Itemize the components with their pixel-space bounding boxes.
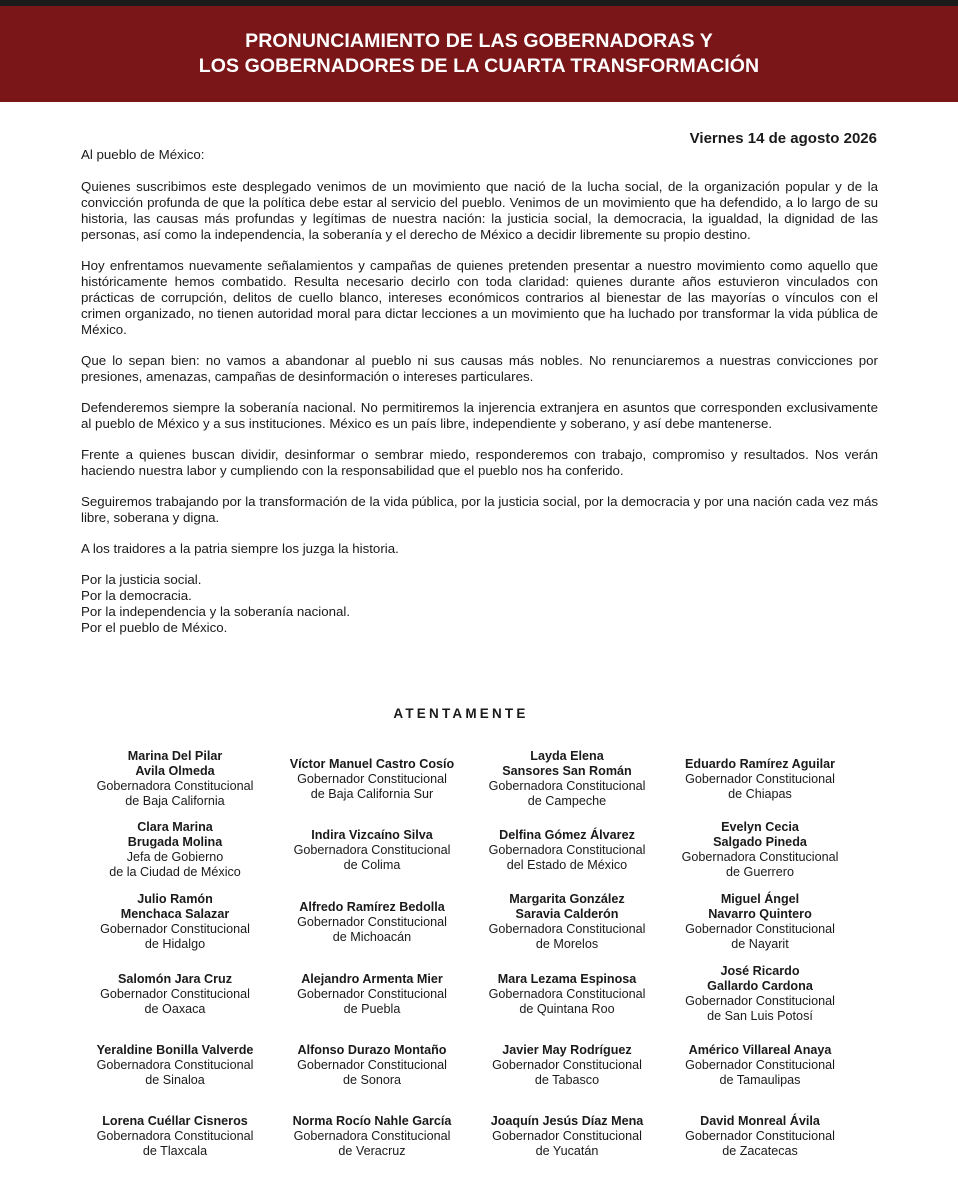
signature-block: [274, 1030, 470, 1101]
signer-state: de Tabasco: [534, 1073, 600, 1087]
signer-role: Gobernador Constitucional: [685, 994, 835, 1008]
signer-name: Joaquín Jesús Díaz Mena: [490, 1113, 644, 1128]
signature-block: [274, 886, 470, 958]
paragraph: Defenderemos siempre la soberanía nacional. No permitiremos la injerencia extranjera en asuntos que corresponden exclusivamente al pueblo de México y a sus instituciones. México es un país libre, independiente y soberano, y así debe mantenerse.: [81, 400, 878, 431]
signer-name: Yeraldine Bonilla Valverde: [96, 1043, 254, 1057]
signer-state: de Colima: [343, 857, 401, 872]
signer-state: de Michoacán: [332, 929, 412, 944]
signer-name: Indira Vizcaíno Silva: [311, 827, 433, 842]
signature-block: [76, 814, 274, 886]
signer-name: Víctor Manuel Castro Cosío: [289, 756, 455, 771]
signer-state: de Tamaulipas: [719, 1073, 801, 1087]
title-line-2: LOS GOBERNADORES DE LA CUARTA TRANSFORMACIÓN: [198, 55, 760, 77]
signer-role: Gobernadora Constitucional: [488, 986, 646, 1001]
signer-role: Gobernadora Constitucional: [488, 842, 646, 857]
document-date: Viernes 14 de agosto 2026: [689, 130, 877, 147]
signer-role: Gobernadora Constitucional: [96, 779, 254, 793]
signature-block: [664, 814, 856, 886]
signature-block: [76, 1030, 274, 1101]
signer-name: Menchaca Salazar: [120, 907, 230, 921]
signer-role: Gobernadora Constitucional: [488, 779, 646, 793]
signer-state: de la Ciudad de México: [109, 865, 241, 879]
signer-name: Brugada Molina: [127, 835, 223, 849]
signer-state: de Tlaxcala: [142, 1143, 208, 1158]
signer-state: de Nayarit: [731, 937, 789, 951]
signature-block: [470, 814, 664, 886]
signer-role: Gobernador Constitucional: [685, 771, 835, 786]
signer-name: Miguel Ángel: [720, 892, 800, 906]
atentamente-heading: ATENTAMENTE: [393, 706, 529, 721]
signer-name: Clara Marina: [137, 820, 213, 834]
signer-name: Navarro Quintero: [708, 907, 812, 921]
closing-lines: [81, 572, 878, 636]
signature-block: [664, 886, 856, 958]
signature-block: [274, 814, 470, 886]
signer-name: Sansores San Román: [502, 764, 632, 778]
signature-block: [274, 744, 470, 814]
signer-state: de Puebla: [343, 1001, 401, 1016]
signer-state: de Quintana Roo: [519, 1001, 615, 1016]
signer-role: Gobernadora Constitucional: [681, 850, 839, 864]
signer-role: Gobernadora Constitucional: [96, 1128, 254, 1143]
signer-name: David Monreal Ávila: [700, 1113, 820, 1128]
closing-line: Por la justicia social.: [81, 572, 202, 587]
signer-role: Gobernador Constitucional: [297, 1058, 447, 1072]
closing-line: Por el pueblo de México.: [81, 620, 228, 635]
paragraph: Que lo sepan bien: no vamos a abandonar al pueblo ni sus causas más nobles. No renunciaremos a nuestras convicciones por presiones, amenazas, campañas de desinformación o intereses particulares.: [81, 353, 878, 384]
signer-name: José Ricardo: [720, 964, 800, 978]
signer-role: Gobernador Constitucional: [685, 1128, 835, 1143]
signer-name: Julio Ramón: [137, 892, 213, 906]
signature-block: [470, 886, 664, 958]
signer-name: Delfina Gómez Álvarez: [499, 827, 635, 842]
signer-state: de Baja California: [125, 794, 225, 808]
paragraph: Quienes suscribimos este desplegado venimos de un movimiento que nació de la lucha social, de la organización popular y de la convicción profunda de que la política debe estar al servicio del pueblo. Venimos de un movimiento que ha defendido, a lo largo de su historia, las causas más profundas y legítimas de nuestra nación: la justicia social, la democracia, la igualdad, la dignidad de las personas, así como la independencia, la soberanía y el derecho de México a decidir libremente su propio destino.: [81, 179, 878, 242]
signature-block: [664, 1101, 856, 1171]
signer-state: de Zacatecas: [722, 1143, 798, 1158]
statement-body: [81, 147, 878, 636]
signer-name: Alfredo Ramírez Bedolla: [299, 899, 445, 914]
signer-name: Eduardo Ramírez Aguilar: [685, 756, 835, 771]
title-line-1: PRONUNCIAMIENTO DE LAS GOBERNADORAS Y: [245, 30, 713, 52]
header-banner: [0, 6, 958, 102]
signature-block: [76, 1101, 274, 1171]
signer-name: Margarita González: [509, 892, 625, 906]
signature-block: [664, 958, 856, 1030]
signer-state: del Estado de México: [506, 857, 628, 872]
signer-state: de Chiapas: [728, 786, 792, 801]
signer-name: Salgado Pineda: [713, 835, 807, 849]
signer-role: Gobernador Constitucional: [685, 1058, 835, 1072]
salutation: Al pueblo de México:: [81, 147, 205, 162]
signer-name: Layda Elena: [530, 749, 604, 763]
signer-state: de Sonora: [342, 1073, 402, 1087]
signer-state: de Morelos: [535, 937, 599, 951]
signer-state: de Oaxaca: [144, 1001, 206, 1016]
signer-state: de Veracruz: [338, 1143, 406, 1158]
signature-block: [274, 1101, 470, 1171]
signer-name: Evelyn Cecia: [721, 820, 799, 834]
signer-role: Gobernador Constitucional: [297, 914, 447, 929]
signer-role: Gobernador Constitucional: [100, 922, 250, 936]
signer-name: Salomón Jara Cruz: [117, 971, 233, 986]
signer-state: de Guerrero: [726, 865, 794, 879]
signature-block: [470, 958, 664, 1030]
closing-line: Por la democracia.: [81, 588, 192, 603]
signer-name: Américo Villareal Anaya: [688, 1043, 832, 1057]
signature-block: [664, 744, 856, 814]
signer-role: Gobernadora Constitucional: [293, 842, 451, 857]
signer-role: Gobernador Constitucional: [100, 986, 250, 1001]
signature-block: [470, 1030, 664, 1101]
signer-role: Gobernador Constitucional: [492, 1058, 642, 1072]
signer-state: de Yucatán: [535, 1143, 599, 1158]
signer-state: de Baja California Sur: [310, 786, 434, 801]
signer-state: de Hidalgo: [144, 937, 206, 951]
signer-name: Lorena Cuéllar Cisneros: [102, 1113, 248, 1128]
signer-role: Gobernadora Constitucional: [96, 1058, 254, 1072]
signer-name: Avila Olmeda: [135, 764, 215, 778]
signer-role: Gobernador Constitucional: [297, 771, 447, 786]
signer-name: Saravia Calderón: [515, 907, 619, 921]
signer-role: Gobernador Constitucional: [492, 1128, 642, 1143]
signer-name: Alejandro Armenta Mier: [301, 971, 443, 986]
signer-role: Gobernador Constitucional: [685, 922, 835, 936]
signer-role: Gobernador Constitucional: [297, 986, 447, 1001]
signer-state: de Campeche: [527, 794, 607, 808]
signer-role: Gobernadora Constitucional: [488, 922, 646, 936]
signer-name: Gallardo Cardona: [707, 979, 813, 993]
signer-name: Norma Rocío Nahle García: [292, 1113, 452, 1128]
signer-name: Javier May Rodríguez: [502, 1043, 632, 1057]
signer-state: de Sinaloa: [145, 1073, 205, 1087]
signature-block: [274, 958, 470, 1030]
signature-block: [76, 958, 274, 1030]
signer-state: de San Luis Potosí: [707, 1009, 813, 1023]
paragraph: Seguiremos trabajando por la transformación de la vida pública, por la justicia social, por la democracia y por una nación cada vez más libre, soberana y digna.: [81, 494, 878, 525]
signer-role: Gobernadora Constitucional: [293, 1128, 451, 1143]
signature-block: [76, 744, 274, 814]
signature-block: [470, 744, 664, 814]
signer-name: Alfonso Durazo Montaño: [297, 1043, 447, 1057]
closing-line: Por la independencia y la soberanía nacional.: [81, 604, 351, 619]
signer-name: Mara Lezama Espinosa: [497, 971, 637, 986]
paragraph: A los traidores a la patria siempre los juzga la historia.: [81, 541, 399, 556]
signer-role: Jefa de Gobierno: [126, 850, 224, 864]
paragraph: Hoy enfrentamos nuevamente señalamientos y campañas de quienes pretenden presentar a nuestro movimiento como aquello que históricamente hemos combatido. Resulta necesario decirlo con toda claridad: quienes durante años estuvieron vinculados con prácticas de corrupción, delitos de cuello blanco, intereses económicos contrarios al bienestar de las mayorías o vínculos con el crimen organizado, no tienen autoridad moral para dictar lecciones a un movimiento que ha luchado por transformar la vida pública de México.: [81, 258, 878, 337]
signature-block: [664, 1030, 856, 1101]
signature-block: [76, 886, 274, 958]
signer-name: Marina Del Pilar: [127, 749, 223, 763]
signature-grid: [76, 744, 856, 1171]
paragraph: Frente a quienes buscan dividir, desinformar o sembrar miedo, responderemos con trabajo, compromiso y resultados. Nos verán haciendo nuestra labor y cumpliendo con la responsabilidad que el pueblo nos ha conferido.: [81, 447, 878, 478]
signature-block: [470, 1101, 664, 1171]
